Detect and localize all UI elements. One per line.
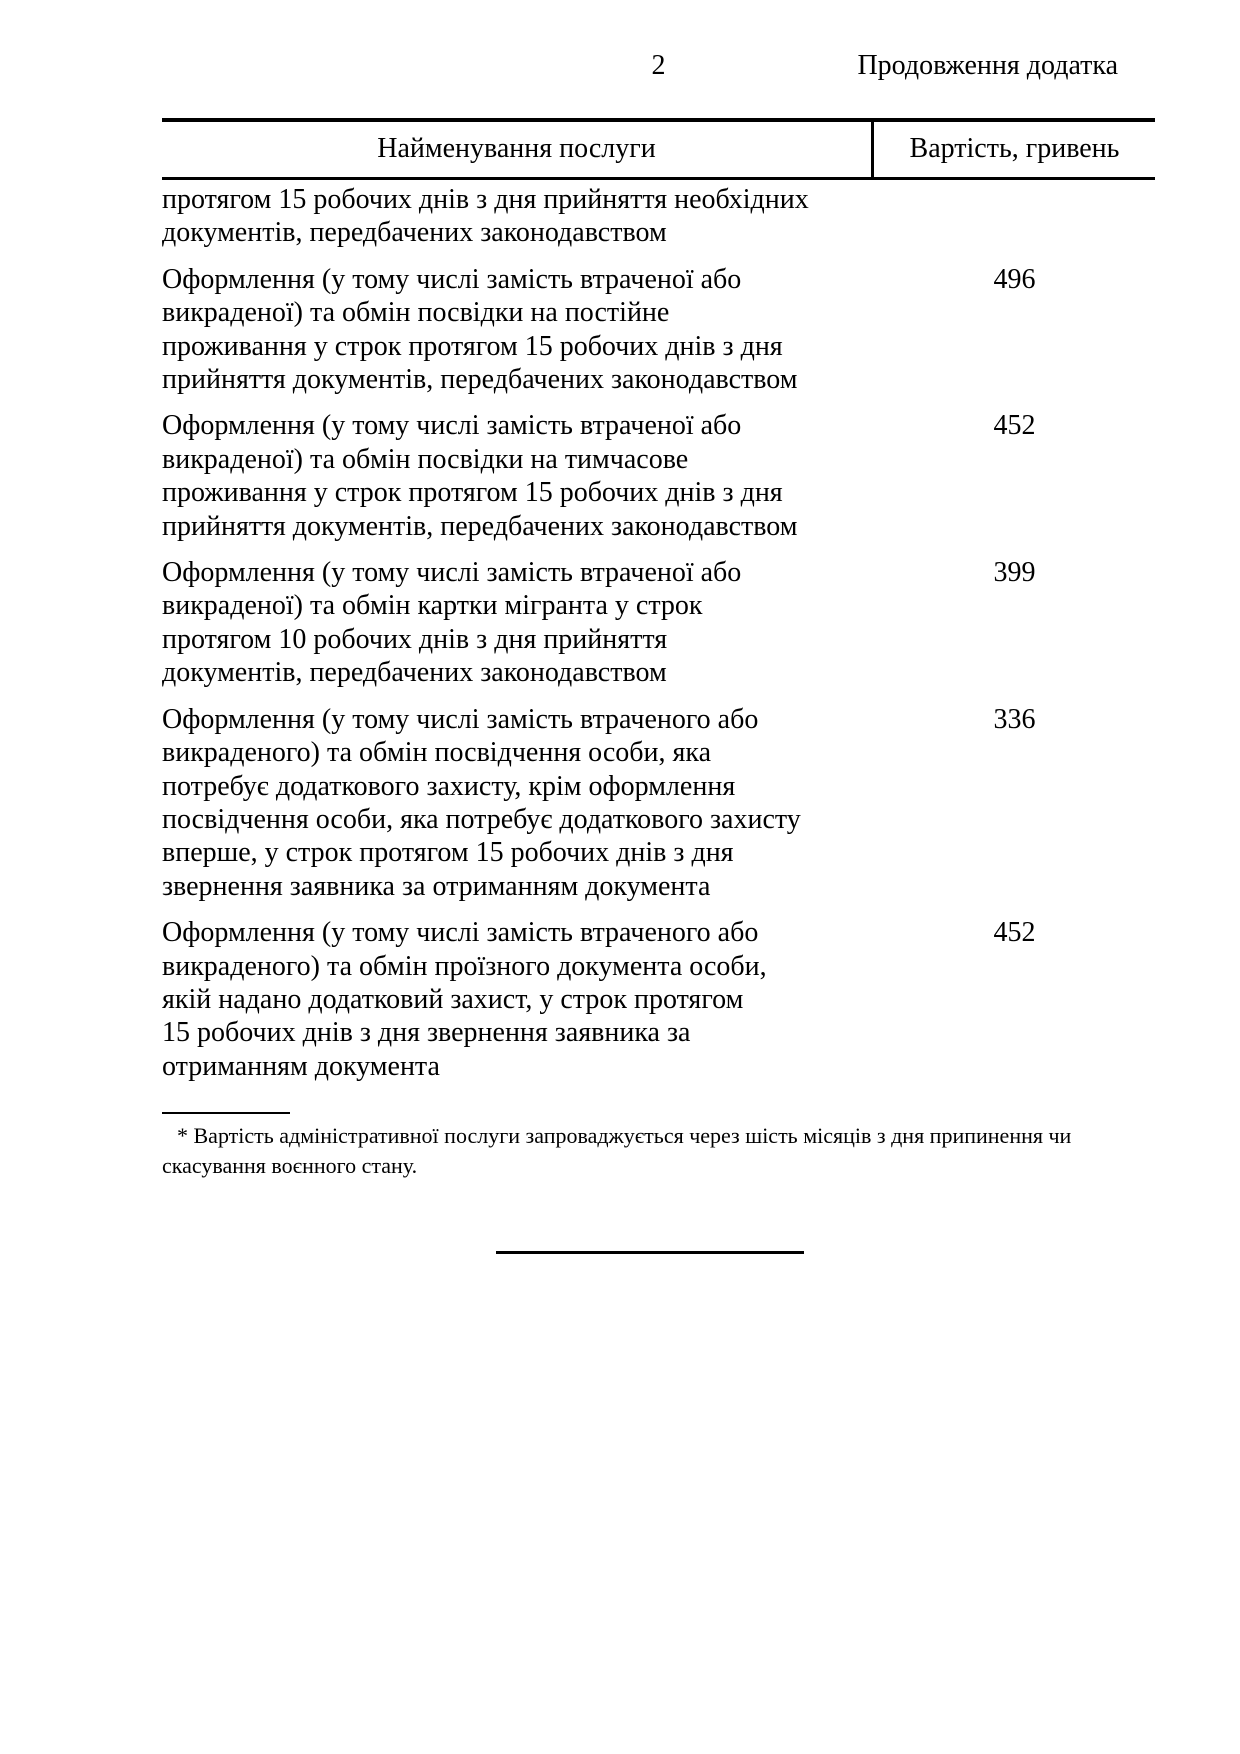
appendix-continuation-label: Продовження додатка xyxy=(857,50,1118,81)
service-name-line: звернення заявника за отриманням документа xyxy=(162,870,711,902)
page-number: 2 xyxy=(651,50,666,81)
service-name-line: Оформлення (у тому числі замість втраченої або xyxy=(162,557,742,589)
footnote xyxy=(162,1112,1122,1181)
price-value: 399 xyxy=(993,557,1036,589)
service-name-line: документів, передбачених законодавством xyxy=(162,657,667,689)
running-header xyxy=(162,50,1155,86)
service-name-line: проживання у строк протягом 15 робочих днів з дня xyxy=(162,477,783,509)
footnote-text-line: * Вартість адміністративної послуги запроваджується через шість місяців з дня припинення чи xyxy=(177,1123,1072,1148)
service-name-line: вперше, у строк протягом 15 робочих днів з дня xyxy=(162,837,734,869)
service-name-cell xyxy=(162,183,874,250)
footnote-separator-line xyxy=(162,1112,290,1114)
column-header-price: Вартість, гривень xyxy=(909,133,1120,164)
price-value: 336 xyxy=(993,703,1036,735)
column-header-service: Найменування послуги xyxy=(162,122,874,177)
table-row xyxy=(162,916,1155,1083)
footnote-text-line: скасування воєнного стану. xyxy=(162,1153,418,1178)
service-name-line: Оформлення (у тому числі замість втраченої або xyxy=(162,410,742,442)
service-name-line: викраденого) та обмін посвідчення особи, яка xyxy=(162,737,712,769)
service-name-cell xyxy=(162,263,874,397)
service-name-line: прийняття документів, передбачених законодавством xyxy=(162,510,798,542)
price-value: 496 xyxy=(993,263,1036,295)
service-name-line: викраденої) та обмін посвідки на тимчасове xyxy=(162,443,689,475)
service-name-line: викраденої) та обмін посвідки на постійне xyxy=(162,297,670,329)
service-name-line: документів, передбачених законодавством xyxy=(162,217,667,249)
service-name-cell xyxy=(162,703,874,903)
services-price-table xyxy=(162,118,1155,1083)
service-name-line: Оформлення (у тому числі замість втраченого або xyxy=(162,917,759,949)
closing-divider-line xyxy=(496,1251,804,1254)
price-value: 452 xyxy=(993,917,1036,949)
table-row xyxy=(162,263,1155,397)
table-header-row xyxy=(162,118,1155,180)
service-name-line: викраденого) та обмін проїзного документа особи, xyxy=(162,950,767,982)
service-name-line: протягом 10 робочих днів з дня прийняття xyxy=(162,623,668,655)
service-name-line: посвідчення особи, яка потребує додаткового захисту xyxy=(162,803,801,835)
service-name-line: прийняття документів, передбачених законодавством xyxy=(162,364,798,396)
service-name-cell xyxy=(162,556,874,690)
table-row xyxy=(162,556,1155,690)
service-name-line: Оформлення (у тому числі замість втраченої або xyxy=(162,263,742,295)
table-body xyxy=(162,180,1155,1083)
service-name-line: викраденої) та обмін картки мігранта у строк xyxy=(162,590,703,622)
service-name-line: проживання у строк протягом 15 робочих днів з дня xyxy=(162,330,783,362)
service-name-line: отриманням документа xyxy=(162,1050,440,1082)
price-value: 452 xyxy=(993,410,1036,442)
table-row xyxy=(162,703,1155,903)
service-name-line: якій надано додатковий захист, у строк протягом xyxy=(162,983,744,1015)
service-name-line: потребує додаткового захисту, крім оформлення xyxy=(162,770,736,802)
table-row xyxy=(162,409,1155,543)
table-row xyxy=(162,183,1155,250)
service-name-line: протягом 15 робочих днів з дня прийняття необхідних xyxy=(162,184,809,215)
service-name-line: Оформлення (у тому числі замість втраченого або xyxy=(162,703,759,735)
service-name-cell xyxy=(162,409,874,543)
service-name-cell xyxy=(162,916,874,1083)
service-name-line: 15 робочих днів з дня звернення заявника за xyxy=(162,1017,691,1049)
